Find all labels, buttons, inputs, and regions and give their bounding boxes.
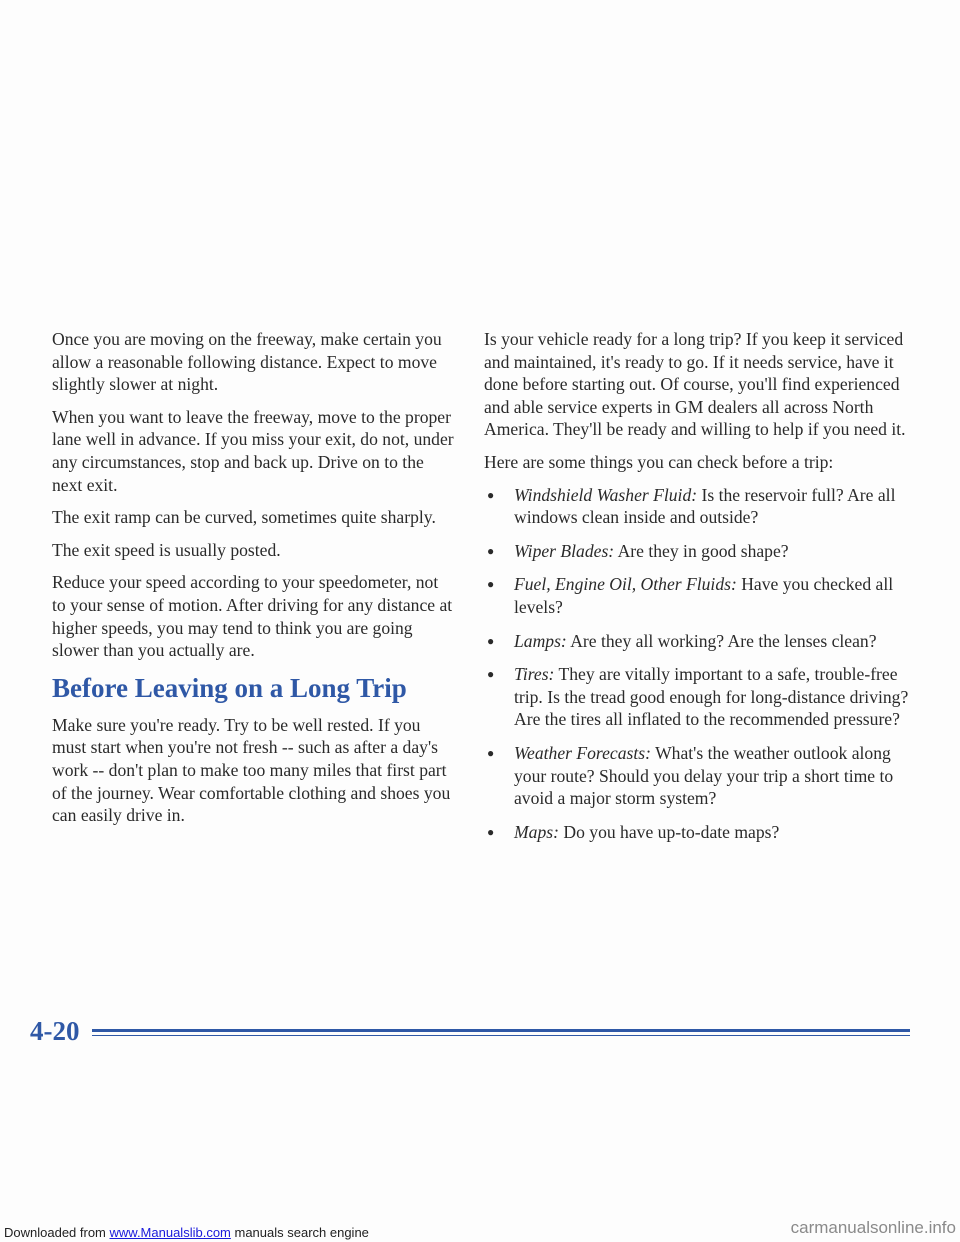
- item-label: Fuel, Engine Oil, Other Fluids:: [514, 574, 737, 595]
- right-column: [484, 328, 914, 854]
- paragraph-vehicle-ready: Is your vehicle ready for a long trip? If you keep it serviced and maintained, it's ready to go. If it needs service, have it done before starting out. Of course, you'll find experienced and able service experts in GM dealers all across North America. They'll be ready and willing to help if you need it.: [484, 329, 906, 440]
- list-item: [484, 663, 914, 731]
- bullet-icon: ●: [487, 633, 495, 648]
- paragraph-checklist-intro: Here are some things you can check before a trip:: [484, 451, 834, 472]
- manualslib-link[interactable]: www.Manualslib.com: [109, 1225, 231, 1240]
- left-column: [52, 328, 454, 837]
- list-item: [484, 821, 914, 844]
- paragraph-reduce-speed: Reduce your speed according to your speedometer, not to your sense of motion. After driving for any distance at higher speeds, you may tend to think you are going slower than you actually are.: [52, 572, 453, 661]
- item-label: Lamps:: [514, 630, 567, 651]
- item-label: Weather Forecasts:: [514, 742, 651, 763]
- item-label: Maps:: [514, 821, 559, 842]
- bullet-icon: ●: [487, 577, 495, 592]
- paragraph-be-ready: Make sure you're ready. Try to be well rested. If you must start when you're not fresh -- such as after a day's work -- don't plan to make too many miles that first part of the journey. Wear comfortable clothing and shoes you can easily drive in.: [52, 714, 451, 826]
- paragraph-exit-ramp: The exit ramp can be curved, sometimes quite sharply.: [52, 507, 436, 528]
- footer-rule-thin: [92, 1035, 910, 1036]
- item-label: Wiper Blades:: [514, 540, 615, 561]
- paragraph-leaving-freeway: When you want to leave the freeway, move to the proper lane well in advance. If you miss your exit, do not, under any circumstances, stop and back up. Drive on to the next exit.: [52, 406, 454, 495]
- bullet-icon: ●: [487, 487, 495, 502]
- bullet-icon: ●: [487, 745, 495, 760]
- item-text: They are vitally important to a safe, trouble-free trip. Is the tread good enough for long-distance driving? Are the tires all inflated to the recommended pressure?: [514, 664, 909, 730]
- item-text: Have you checked all levels?: [514, 574, 894, 617]
- download-notice: [4, 1225, 369, 1240]
- list-item: [484, 630, 914, 653]
- list-item: [484, 573, 914, 618]
- watermark-text: carmanualsonline.info: [790, 1218, 956, 1237]
- item-text: Do you have up-to-date maps?: [558, 821, 780, 842]
- bullet-icon: ●: [487, 667, 495, 682]
- list-item: [484, 484, 914, 529]
- list-item: [484, 742, 914, 810]
- paragraph-exit-speed: The exit speed is usually posted.: [52, 539, 281, 560]
- item-text: Is the reservoir full? Are all windows clean inside and outside?: [514, 484, 896, 528]
- item-label: Tires:: [514, 664, 555, 685]
- section-heading: Before Leaving on a Long Trip: [52, 672, 407, 703]
- trip-checklist: [484, 484, 914, 844]
- bullet-icon: ●: [487, 824, 495, 839]
- page-number: 4-20: [30, 1016, 80, 1046]
- download-prefix: Downloaded from: [4, 1225, 110, 1240]
- item-text: What's the weather outlook along your route? Should you delay your trip a short time to avoid a major storm system?: [514, 742, 894, 809]
- paragraph-following-distance: Once you are moving on the freeway, make certain you allow a reasonable following distance. Expect to move slightly slower at night.: [52, 329, 442, 395]
- list-item: [484, 540, 914, 563]
- item-text: Are they in good shape?: [614, 540, 789, 561]
- bullet-icon: ●: [487, 543, 495, 558]
- download-suffix: manuals search engine: [230, 1225, 369, 1240]
- item-label: Windshield Washer Fluid:: [514, 484, 698, 505]
- item-text: Are they all working? Are the lenses clean?: [566, 630, 877, 651]
- footer-rule: [92, 1029, 910, 1032]
